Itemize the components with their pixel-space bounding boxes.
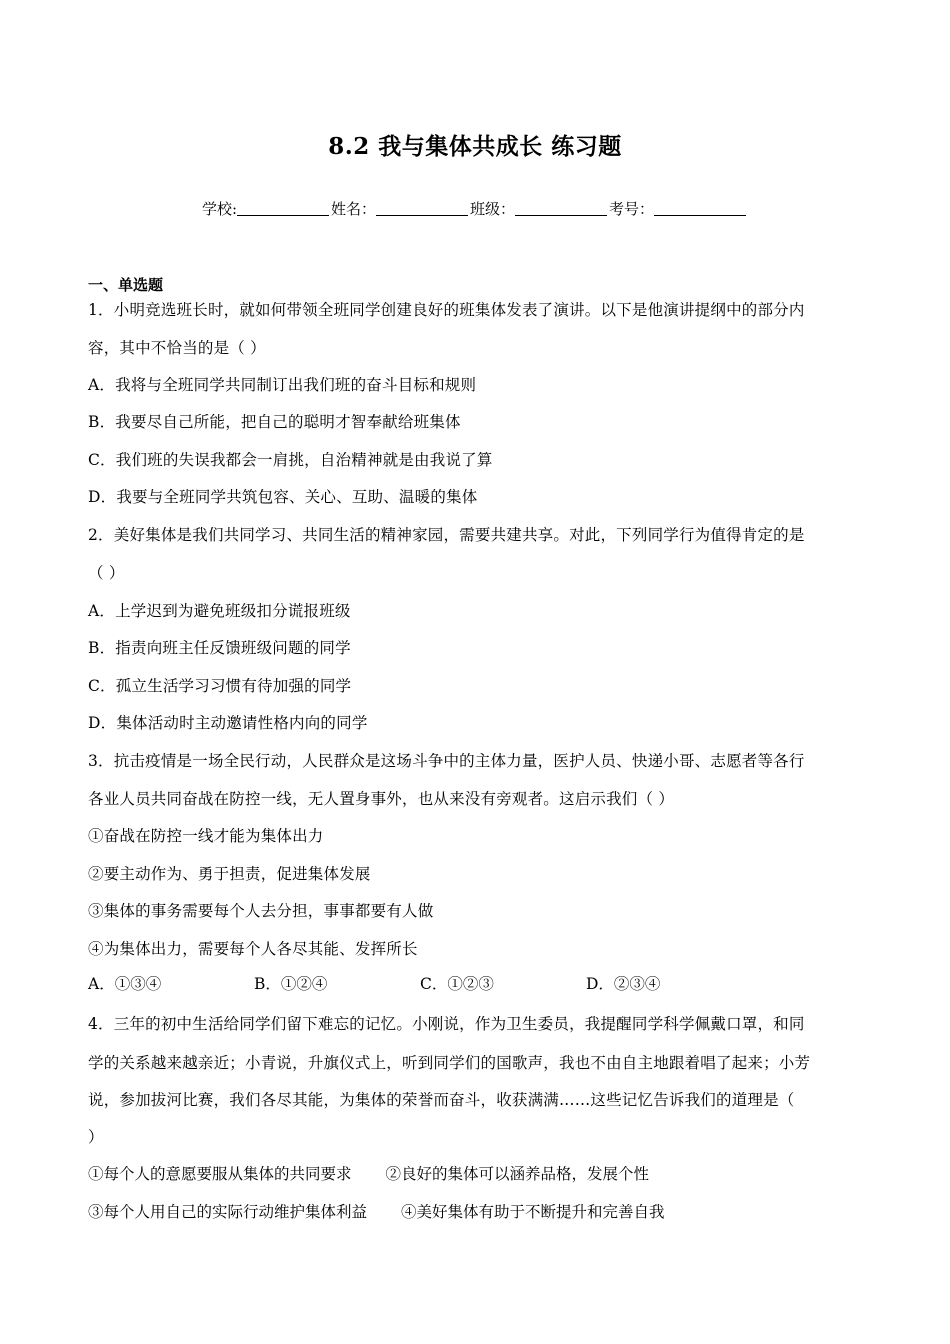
school-blank[interactable]	[237, 201, 329, 216]
q1-option-c: C．我们班的失误我都会一肩挑，自治精神就是由我说了算	[88, 451, 493, 469]
q4-statements-row1	[88, 1162, 649, 1184]
q3-statement-4: ④为集体出力，需要每个人各尽其能、发挥所长	[88, 940, 418, 958]
q3-stem-line1: 3．抗击疫情是一场全民行动，人民群众是这场斗争中的主体力量，医护人员、快递小哥、志愿者等各行	[88, 752, 805, 770]
q3-options-row	[88, 972, 752, 994]
school-label: 学校:	[201, 200, 237, 218]
q1-option-b: B．我要尽自己所能，把自己的聪明才智奉献给班集体	[88, 413, 461, 431]
q2-option-d: D．集体活动时主动邀请性格内向的同学	[88, 714, 368, 732]
q4-statement-3: ③每个人用自己的实际行动维护集体利益	[88, 1203, 368, 1221]
q3-option-d: D．②③④	[586, 975, 661, 993]
q2-stem-line2: （ ）	[88, 564, 125, 582]
q1-stem-line1: 1．小明竞选班长时，就如何带领全班同学创建良好的班集体发表了演讲。以下是他演讲提纲中的部分内	[88, 301, 805, 319]
q4-statement-1: ①每个人的意愿要服从集体的共同要求	[88, 1165, 352, 1183]
name-label: 姓名：	[331, 200, 377, 218]
exam-number-blank[interactable]	[654, 201, 746, 216]
student-info-row	[0, 198, 950, 219]
q4-statements-row2	[88, 1200, 665, 1222]
class-label: 班级：	[470, 200, 516, 218]
q1-option-d: D．我要与全班同学共筑包容、关心、互助、温暖的集体	[88, 488, 478, 506]
q4-stem-line2: 学的关系越来越亲近；小青说，升旗仪式上，听到同学们的国歌声，我也不由自主地跟着唱了起来；小芳	[88, 1054, 811, 1072]
section-heading: 一、单选题	[88, 276, 164, 294]
q3-option-a: A．①③④	[88, 975, 162, 993]
q2-option-c: C．孤立生活学习习惯有待加强的同学	[88, 677, 352, 695]
q3-statement-1: ①奋战在防控一线才能为集体出力	[88, 827, 324, 845]
q2-stem-line1: 2．美好集体是我们共同学习、共同生活的精神家园，需要共建共享。对此，下列同学行为值得肯定的是	[88, 526, 805, 544]
name-blank[interactable]	[376, 201, 468, 216]
exam-number-label: 考号：	[609, 200, 655, 218]
class-blank[interactable]	[515, 201, 607, 216]
q2-option-a: A．上学迟到为避免班级扣分谎报班级	[88, 602, 351, 620]
q1-stem-line2: 容，其中不恰当的是（ ）	[88, 339, 266, 357]
q3-statement-3: ③集体的事务需要每个人去分担，事事都要有人做	[88, 902, 434, 920]
q4-stem-line4: ）	[88, 1128, 104, 1146]
q4-statement-4: ④美好集体有助于不断提升和完善自我	[401, 1203, 665, 1221]
page-title: 8.2 我与集体共成长 练习题	[328, 133, 622, 160]
q4-stem-line1: 4．三年的初中生活给同学们留下难忘的记忆。小刚说，作为卫生委员，我提醒同学科学佩戴口罩，和同	[88, 1015, 805, 1033]
q2-option-b: B．指责向班主任反馈班级问题的同学	[88, 639, 351, 657]
q4-statement-2: ②良好的集体可以涵养品格，发展个性	[385, 1165, 650, 1183]
q3-option-b: B．①②④	[254, 975, 328, 993]
q4-stem-line3: 说，参加拔河比赛，我们各尽其能，为集体的荣誉而奋斗，收获满满……这些记忆告诉我们的道理是（	[88, 1091, 795, 1109]
q1-option-a: A．我将与全班同学共同制订出我们班的奋斗目标和规则	[88, 376, 477, 394]
q3-stem-line2: 各业人员共同奋战在防控一线，无人置身事外，也从来没有旁观者。这启示我们（ ）	[88, 790, 675, 808]
q3-statement-2: ②要主动作为、勇于担责，促进集体发展	[88, 865, 371, 883]
q3-option-c: C．①②③	[420, 975, 494, 993]
